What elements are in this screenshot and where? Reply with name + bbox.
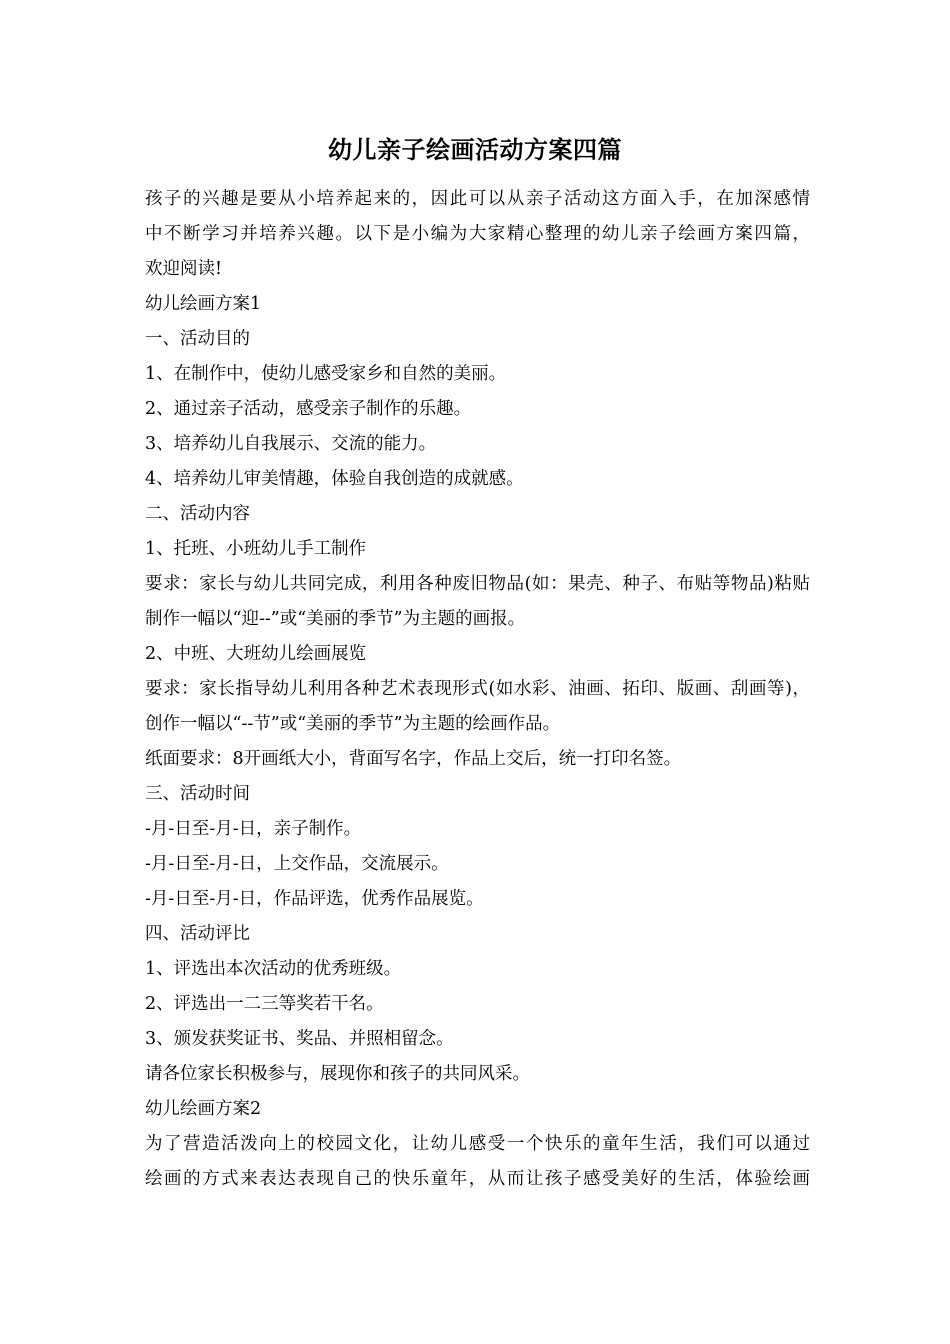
closing-line: 请各位家长积极参与，展现你和孩子的共同风采。 <box>145 1064 530 1084</box>
paper-requirement: 纸面要求：8开画纸大小，背面写名字，作品上交后，统一打印名签。 <box>145 749 682 769</box>
purpose-item-2: 2、通过亲子活动，感受亲子制作的乐趣。 <box>145 399 472 419</box>
subheading-content: 二、活动内容 <box>145 504 250 524</box>
subheading-time: 三、活动时间 <box>145 784 250 804</box>
subheading-purpose: 一、活动目的 <box>145 329 250 349</box>
intro-line-1: 孩子的兴趣是要从小培养起来的，因此可以从亲子活动这方面入手，在加深感情 <box>145 189 810 209</box>
content-item-2-requirement-line-1: 要求：家长指导幼儿利用各种艺术表现形式(如水彩、油画、拓印、版画、刮画等)， <box>145 679 810 699</box>
time-item-1: -月-日至-月-日，亲子制作。 <box>145 819 362 839</box>
content-item-1-requirement-line-1: 要求：家长与幼儿共同完成，利用各种废旧物品(如：果壳、种子、布贴等物品)粘贴 <box>145 574 810 594</box>
evaluation-item-1: 1、评选出本次活动的优秀班级。 <box>145 959 402 979</box>
document-body <box>145 182 810 1197</box>
purpose-item-1: 1、在制作中，使幼儿感受家乡和自然的美丽。 <box>145 364 507 384</box>
content-item-1: 1、托班、小班幼儿手工制作 <box>145 539 367 559</box>
subheading-evaluation: 四、活动评比 <box>145 924 250 944</box>
evaluation-item-3: 3、颁发获奖证书、奖品、并照相留念。 <box>145 1029 454 1049</box>
intro-line-3: 欢迎阅读! <box>145 259 223 279</box>
purpose-item-3: 3、培养幼儿自我展示、交流的能力。 <box>145 434 437 454</box>
plan-2-line-1: 为了营造活泼向上的校园文化，让幼儿感受一个快乐的童年生活，我们可以通过 <box>145 1134 810 1154</box>
section-heading-plan-2: 幼儿绘画方案2 <box>145 1099 262 1119</box>
document-title: 幼儿亲子绘画活动方案四篇 <box>328 135 622 164</box>
content-item-2: 2、中班、大班幼儿绘画展览 <box>145 644 367 664</box>
plan-2-line-2: 绘画的方式来表达表现自己的快乐童年，从而让孩子感受美好的生活，体验绘画 <box>145 1169 810 1189</box>
intro-line-2: 中不断学习并培养兴趣。以下是小编为大家精心整理的幼儿亲子绘画方案四篇， <box>145 224 810 244</box>
time-item-3: -月-日至-月-日，作品评选，优秀作品展览。 <box>145 889 484 909</box>
content-item-2-requirement-line-2: 创作一幅以“--节”或“美丽的季节”为主题的绘画作品。 <box>145 714 561 734</box>
evaluation-item-2: 2、评选出一二三等奖若干名。 <box>145 994 384 1014</box>
content-item-1-requirement-line-2: 制作一幅以“迎--”或“美丽的季节”为主题的画报。 <box>145 609 526 629</box>
section-heading-plan-1: 幼儿绘画方案1 <box>145 294 262 314</box>
purpose-item-4: 4、培养幼儿审美情趣，体验自我创造的成就感。 <box>145 469 524 489</box>
time-item-2: -月-日至-月-日，上交作品，交流展示。 <box>145 854 449 874</box>
